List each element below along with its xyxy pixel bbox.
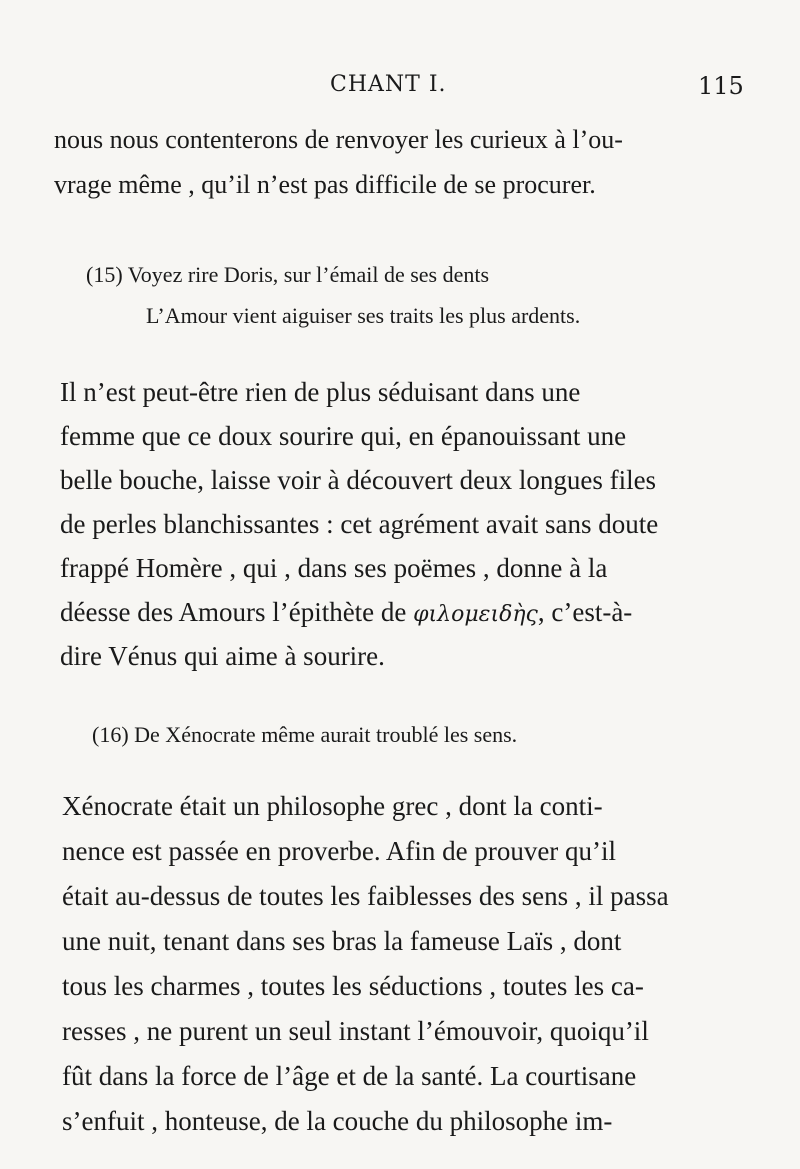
text-line: était au-dessus de toutes les faiblesses des sens , il passa xyxy=(62,881,669,911)
text-line: Xénocrate était un philosophe grec , dont la conti- xyxy=(62,791,603,821)
verse-line: L’Amour vient aiguiser ses traits les plus ardents. xyxy=(146,303,581,328)
text-line: fût dans la force de l’âge et de la santé. La courtisane xyxy=(62,1061,637,1091)
text-line: frappé Homère , qui , dans ses poëmes , donne à la xyxy=(60,553,608,583)
greek-word: φιλομειδὴς xyxy=(413,602,538,627)
page-number: 115 xyxy=(698,72,744,100)
text-line: de perles blanchissantes : cet agrément avait sans doute xyxy=(60,509,659,539)
text-line: belle bouche, laisse voir à découvert deux longues files xyxy=(60,465,657,495)
text-line: Il n’est peut-être rien de plus séduisant dans une xyxy=(60,377,581,407)
text-line: dire Vénus qui aime à sourire. xyxy=(60,641,385,671)
text-line: vrage même , qu’il n’est pas difficile de se procurer. xyxy=(54,170,596,199)
text-line: une nuit, tenant dans ses bras la fameuse Laïs , dont xyxy=(62,926,622,956)
text-line: tous les charmes , toutes les séductions , toutes les ca- xyxy=(62,971,644,1001)
text-line: femme que ce doux sourire qui, en épanouissant une xyxy=(60,421,627,451)
text-line: resses , ne purent un seul instant l’émouvoir, quoiqu’il xyxy=(62,1016,649,1046)
text-segment: déesse des Amours l’épithète de xyxy=(60,597,414,627)
verse-line: (15) Voyez rire Doris, sur l’émail de ses dents xyxy=(86,262,490,287)
text-segment: , c’est-à- xyxy=(537,597,633,627)
chapter-heading: CHANT I. xyxy=(330,72,447,97)
text-line: s’enfuit , honteuse, de la couche du philosophe im- xyxy=(62,1106,613,1136)
running-head xyxy=(0,72,800,106)
text-line: nous nous contenterons de renvoyer les curieux à l’ou- xyxy=(54,125,623,154)
text-line xyxy=(60,597,632,628)
footnote-16-verse: (16) De Xénocrate même aurait troublé les sens. xyxy=(92,722,518,747)
text-line: nence est passée en proverbe. Afin de prouver qu’il xyxy=(62,836,617,866)
